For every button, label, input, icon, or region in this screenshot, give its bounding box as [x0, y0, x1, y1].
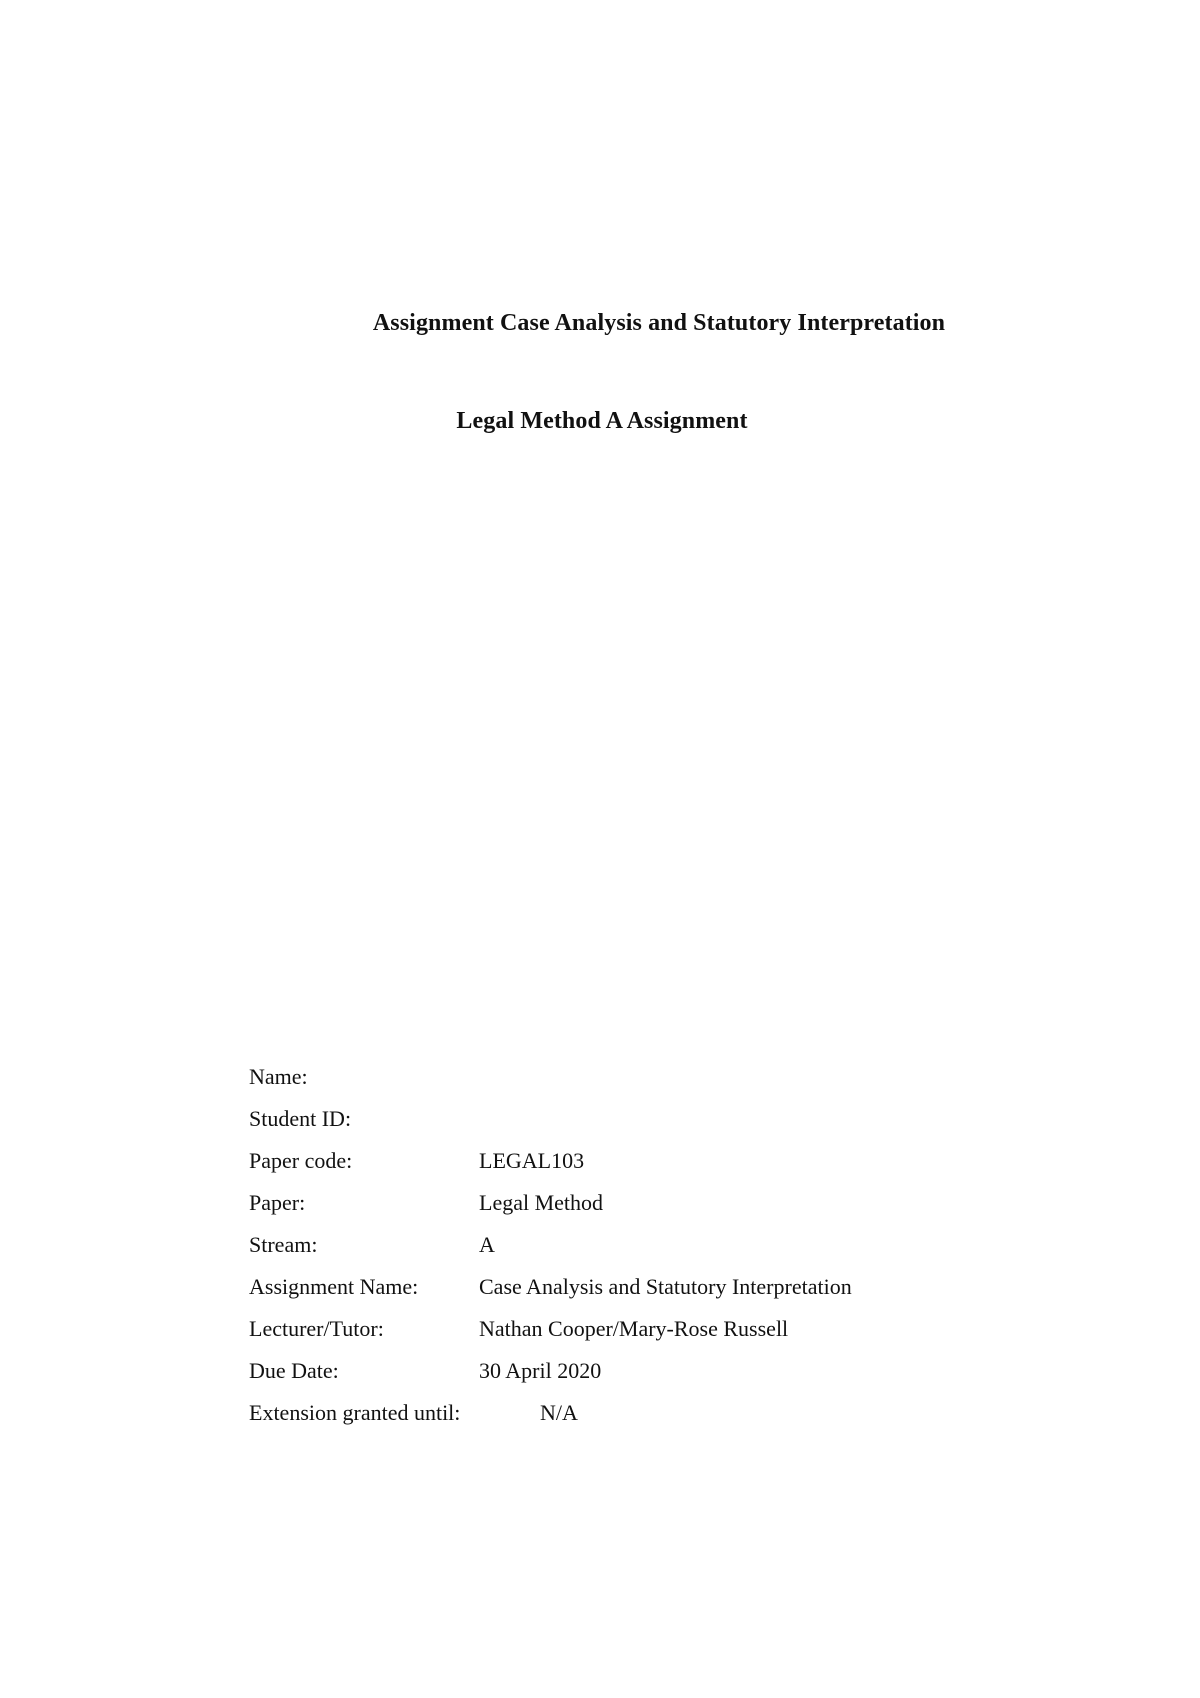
detail-value: N/A [540, 1400, 578, 1425]
document-subtitle: Legal Method A Assignment [456, 408, 748, 434]
detail-label: Name: [249, 1064, 308, 1089]
detail-row-lecturer-tutor [249, 1308, 1049, 1350]
detail-row-student-id [249, 1098, 1049, 1140]
detail-row-paper-code [249, 1140, 1049, 1182]
detail-label: Paper: [249, 1190, 306, 1215]
detail-row-stream [249, 1224, 1049, 1266]
detail-value: 30 April 2020 [479, 1358, 602, 1383]
detail-value: Case Analysis and Statutory Interpretation [479, 1274, 852, 1299]
detail-row-name [249, 1056, 1049, 1098]
detail-value: Legal Method [479, 1190, 604, 1215]
detail-row-paper [249, 1182, 1049, 1224]
detail-label: Student ID: [249, 1106, 352, 1131]
detail-value: A [479, 1232, 495, 1257]
detail-row-due-date [249, 1350, 1049, 1392]
detail-value: Nathan Cooper/Mary-Rose Russell [479, 1316, 789, 1341]
detail-label: Lecturer/Tutor: [249, 1316, 384, 1341]
detail-value: LEGAL103 [479, 1148, 585, 1173]
document-title: Assignment Case Analysis and Statutory Interpretation [372, 310, 946, 336]
detail-row-extension [249, 1392, 1049, 1434]
assignment-details [249, 1056, 1049, 1434]
detail-label: Extension granted until: [249, 1400, 461, 1425]
detail-label: Paper code: [249, 1148, 353, 1173]
detail-label: Assignment Name: [249, 1274, 419, 1299]
detail-row-assignment-name [249, 1266, 1049, 1308]
detail-label: Due Date: [249, 1358, 339, 1383]
detail-label: Stream: [249, 1232, 318, 1257]
